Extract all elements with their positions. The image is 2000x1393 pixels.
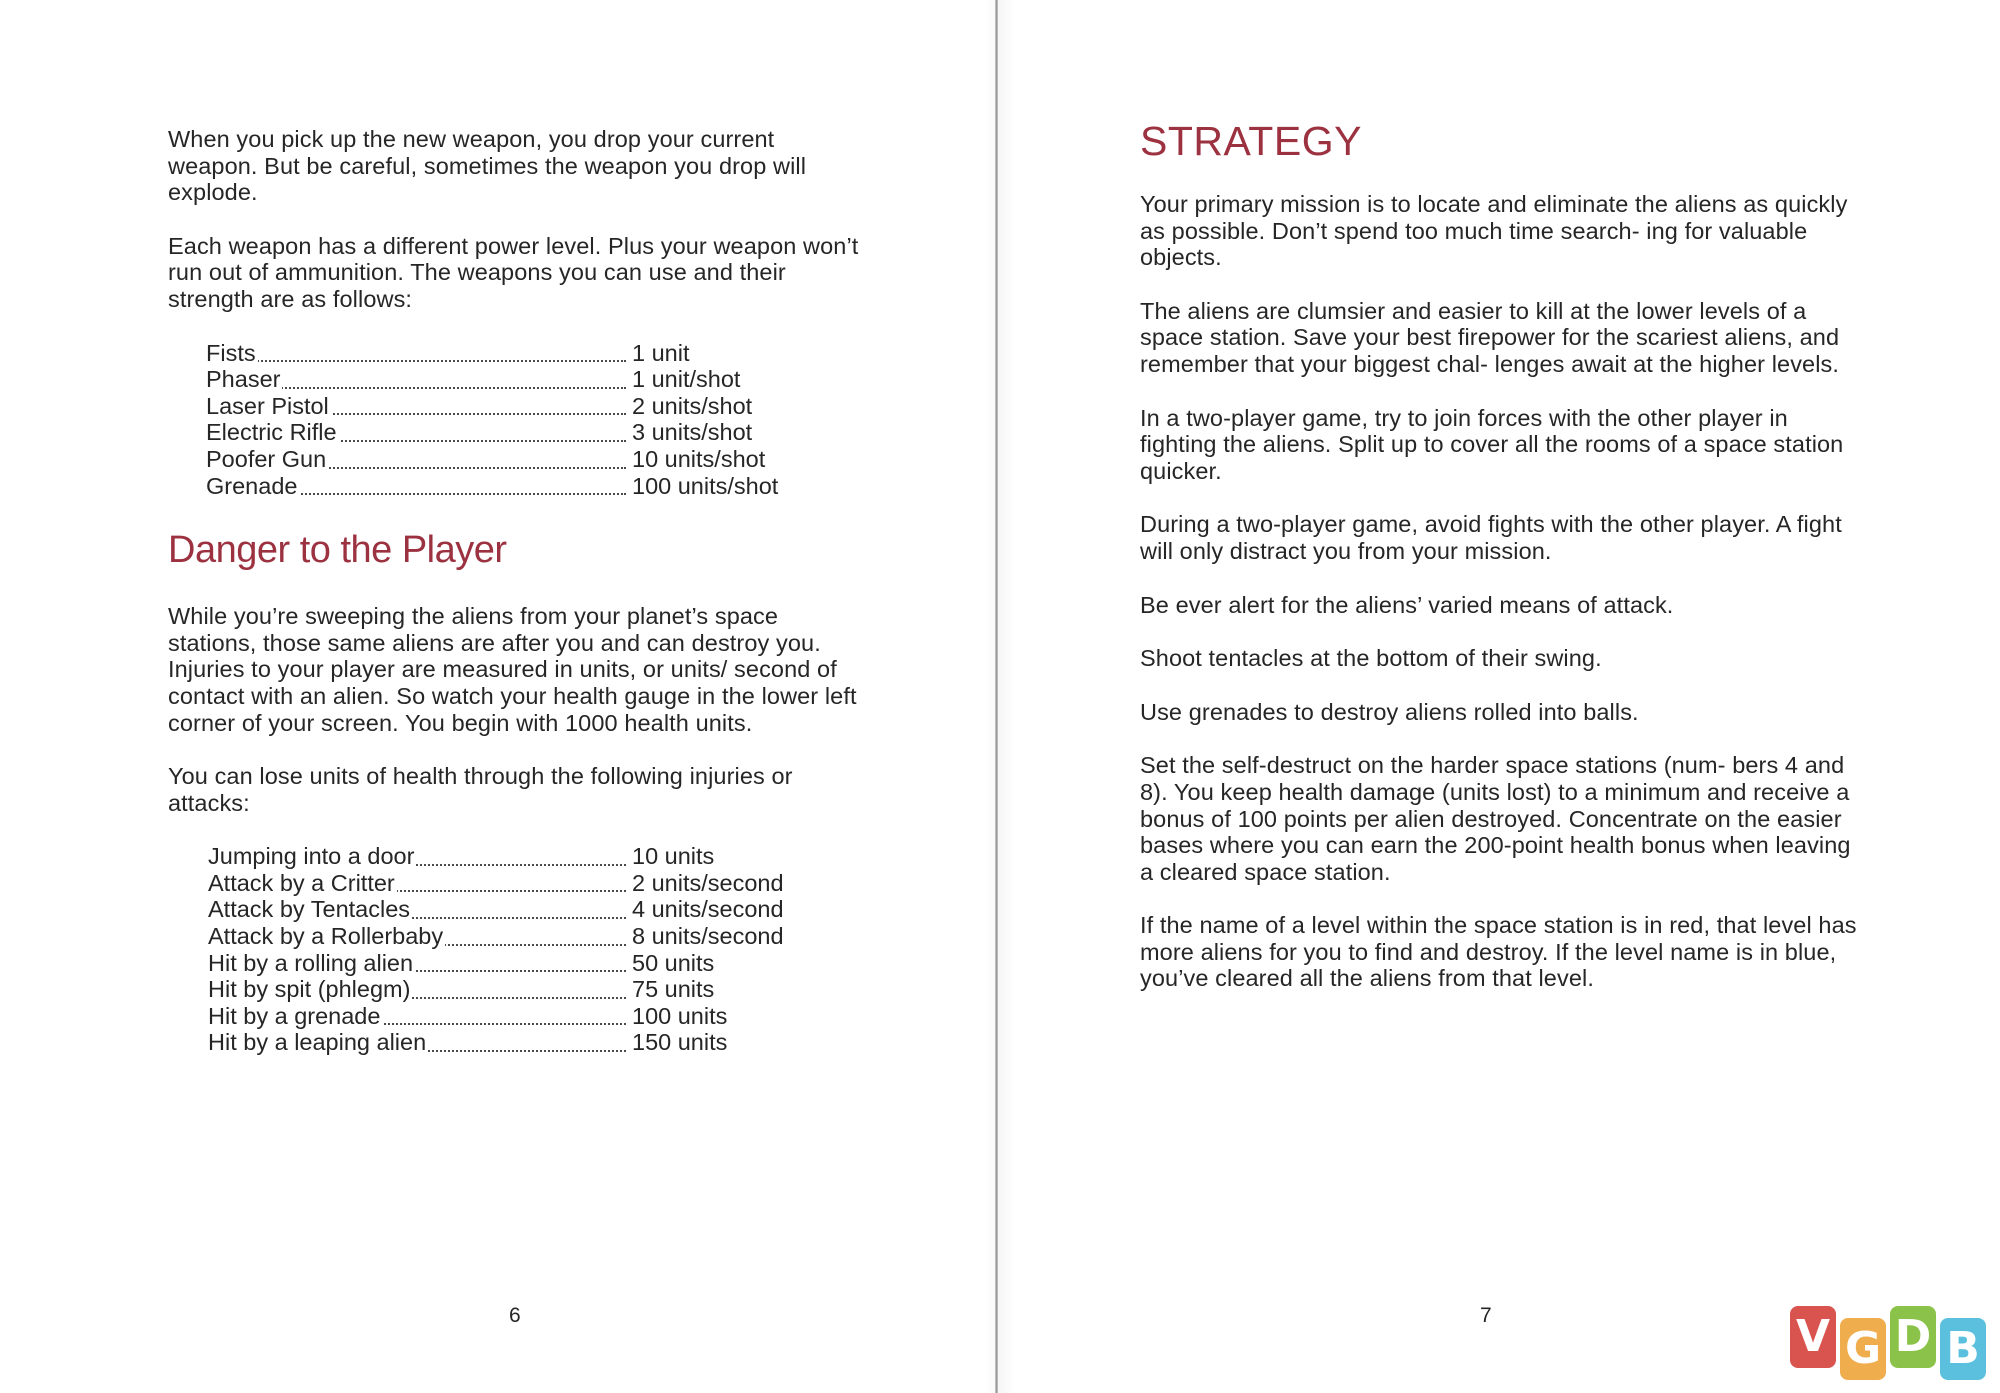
injury-damage: 8 units/second bbox=[632, 923, 784, 950]
strategy-paragraph: Set the self-destruct on the harder space stations (num- bers 4 and 8). You keep health damage (units lost) to a minimum and receive a bonus of 100 points per alien destroyed. Concentrate on the easier bases where you can earn the 200-point health bonus when leaving a cleared space station. bbox=[1140, 752, 1851, 885]
strategy-paragraph: Be ever alert for the aliens’ varied means of attack. bbox=[1140, 591, 1674, 618]
injury-name: Hit by a rolling alien bbox=[208, 949, 414, 976]
injury-name: Attack by Tentacles bbox=[208, 896, 411, 923]
weapon-strength: 3 units/shot bbox=[632, 419, 753, 446]
logo-tile-b: B bbox=[1940, 1318, 1986, 1380]
injury-damage: 10 units bbox=[632, 843, 715, 870]
weapon-strength: 100 units/shot bbox=[632, 472, 779, 499]
logo-tile-d: D bbox=[1890, 1306, 1936, 1368]
injury-damage: 100 units bbox=[632, 1002, 728, 1029]
strategy-paragraph: During a two-player game, avoid fights with the other player. A fight will only distract you from your mission. bbox=[1140, 511, 1842, 564]
list-item bbox=[208, 1029, 784, 1056]
binding-fold bbox=[995, 0, 998, 1393]
strategy-paragraph: In a two-player game, try to join forces with the other player in fighting the aliens. Split up to cover all the rooms of a space station quicker. bbox=[1140, 404, 1844, 484]
list-item bbox=[208, 976, 784, 1003]
danger-heading: Danger to the Player bbox=[168, 529, 507, 572]
weapon-strength: 1 unit/shot bbox=[632, 366, 741, 393]
list-item bbox=[208, 843, 784, 870]
weapon-strength: 1 unit bbox=[632, 339, 690, 366]
left-page bbox=[0, 0, 995, 1393]
page-number-left: 6 bbox=[509, 1304, 521, 1327]
left-page-content bbox=[168, 126, 868, 1056]
weapon-name: Laser Pistol bbox=[206, 392, 329, 419]
list-item bbox=[206, 340, 778, 367]
weapon-name: Electric Rifle bbox=[206, 419, 337, 446]
weapon-name: Grenade bbox=[206, 472, 298, 499]
weapon-power-paragraph: Each weapon has a different power level. Plus your weapon won’t run out of ammunition. The weapons you can use and their strength are as follows: bbox=[168, 232, 859, 312]
list-item bbox=[206, 419, 778, 446]
weapon-name: Poofer Gun bbox=[206, 445, 327, 472]
logo-tile-v: V bbox=[1790, 1306, 1836, 1368]
list-item bbox=[208, 950, 784, 977]
injury-damage: 2 units/second bbox=[632, 869, 784, 896]
strategy-paragraph: Your primary mission is to locate and eliminate the aliens as quickly as possible. Don’t spend too much time search- ing for valuable objects. bbox=[1140, 191, 1848, 271]
list-item bbox=[208, 923, 784, 950]
list-item bbox=[206, 473, 778, 500]
weapon-name: Fists bbox=[206, 339, 256, 366]
page-number-right: 7 bbox=[1480, 1304, 1492, 1327]
right-page-content bbox=[1140, 118, 1860, 1019]
strategy-paragraph: If the name of a level within the space station is in red, that level has more aliens for you to find and destroy. If the level name is in blue, you’ve cleared all the aliens from that level. bbox=[1140, 912, 1857, 992]
danger-paragraph: While you’re sweeping the aliens from your planet’s space stations, those same aliens are after you and can destroy you. Injuries to your player are measured in units, or units/ second of contact with an alien. So watch your health gauge in the lower left corner of your screen. You begin with 1000 health units. bbox=[168, 603, 857, 736]
strategy-paragraph: Shoot tentacles at the bottom of their swing. bbox=[1140, 645, 1602, 672]
strategy-paragraph: The aliens are clumsier and easier to kill at the lower levels of a space station. Save your best firepower for the scariest aliens, and remember that your biggest chal- lenges await at the higher levels. bbox=[1140, 297, 1840, 377]
weapon-strength: 2 units/shot bbox=[632, 392, 753, 419]
list-item bbox=[208, 870, 784, 897]
injury-name: Attack by a Critter bbox=[208, 869, 395, 896]
injury-damage: 75 units bbox=[632, 976, 715, 1003]
list-item bbox=[206, 446, 778, 473]
injury-damage: 150 units bbox=[632, 1029, 728, 1056]
list-item bbox=[206, 366, 778, 393]
injury-name: Attack by a Rollerbaby bbox=[208, 923, 444, 950]
right-page bbox=[1000, 0, 2000, 1393]
weapon-strength-list bbox=[206, 340, 778, 500]
injury-damage: 50 units bbox=[632, 949, 715, 976]
vgdb-watermark-logo bbox=[1790, 1306, 1990, 1382]
weapon-drop-paragraph: When you pick up the new weapon, you drop your current weapon. But be careful, sometimes the weapon you drop will explode. bbox=[168, 126, 807, 206]
strategy-paragraph: Use grenades to destroy aliens rolled into balls. bbox=[1140, 698, 1639, 725]
list-item bbox=[206, 393, 778, 420]
injury-list bbox=[208, 843, 784, 1056]
injury-name: Hit by a grenade bbox=[208, 1002, 381, 1029]
injuries-intro-paragraph: You can lose units of health through the following injuries or attacks: bbox=[168, 763, 793, 816]
list-item bbox=[208, 896, 784, 923]
list-item bbox=[208, 1003, 784, 1030]
injury-name: Hit by a leaping alien bbox=[208, 1029, 427, 1056]
injury-name: Jumping into a door bbox=[208, 843, 415, 870]
weapon-name: Phaser bbox=[206, 366, 281, 393]
strategy-heading: STRATEGY bbox=[1140, 118, 1362, 164]
injury-damage: 4 units/second bbox=[632, 896, 784, 923]
injury-name: Hit by spit (phlegm) bbox=[208, 976, 411, 1003]
weapon-strength: 10 units/shot bbox=[632, 445, 766, 472]
logo-tile-g: G bbox=[1840, 1318, 1886, 1380]
